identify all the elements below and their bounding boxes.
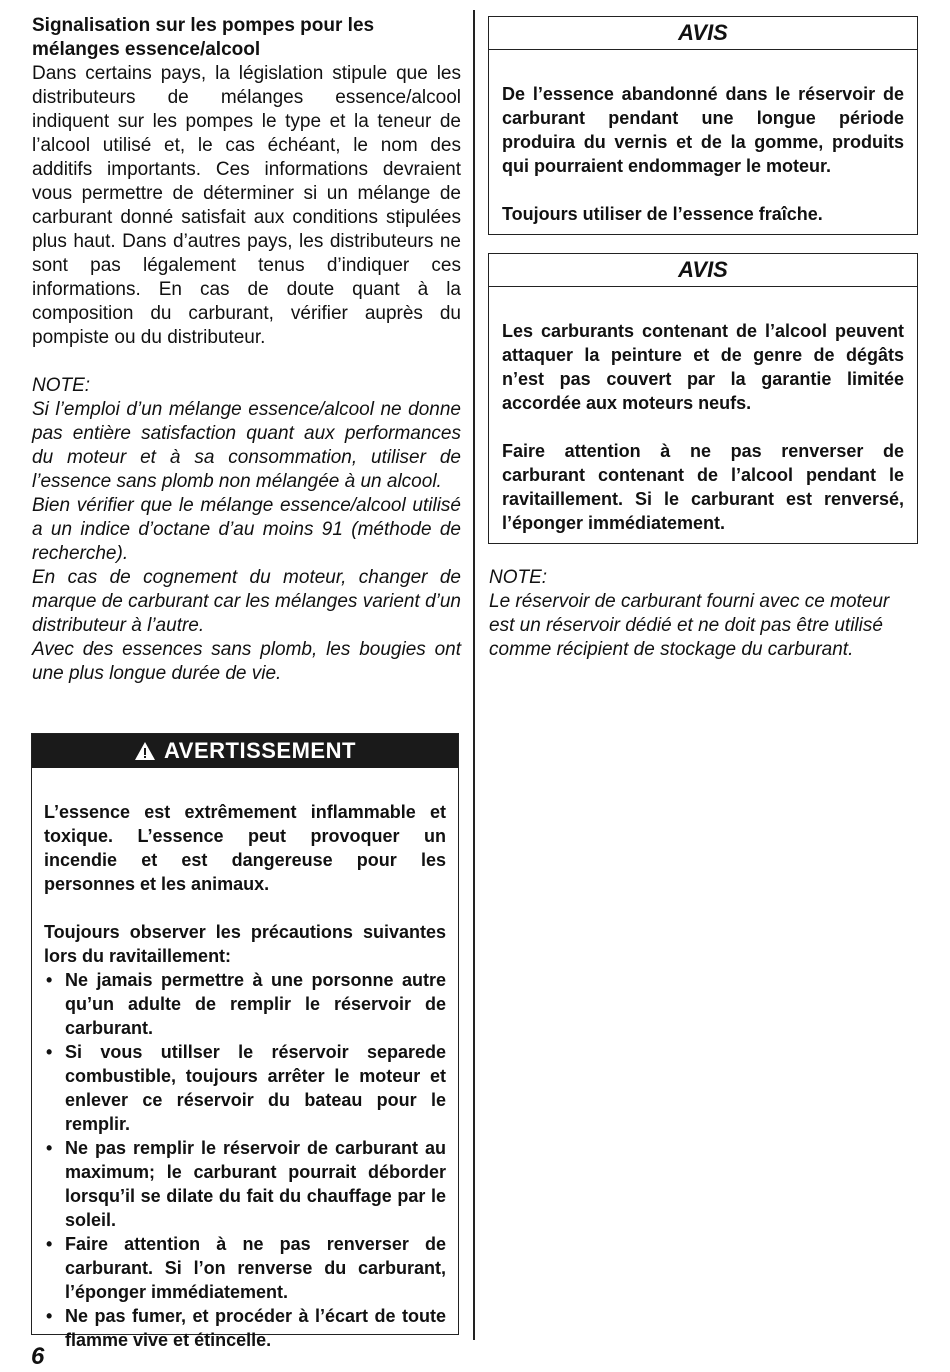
column-divider bbox=[473, 10, 475, 1340]
list-item: • Si vous utillser le réservoir separede combustible, toujours arrêter le moteur et enlever ce réservoir du bateau pour le remplir. bbox=[44, 1040, 446, 1136]
list-item: • Ne pas remplir le réservoir de carburant au maximum; le carburant pourrait déborder lorsqu’il se dilate du fait du chauffage par le soleil. bbox=[44, 1136, 446, 1232]
note-line: En cas de cognement du moteur, changer de marque de carburant car les mélanges varient d’un distributeur à l’autre. bbox=[32, 567, 461, 636]
notice-box bbox=[488, 253, 918, 544]
section-heading: Signalisation sur les pompes pour les mélanges essence/alcool bbox=[32, 15, 375, 60]
notice-paragraph: Faire attention à ne pas renverser de carburant contenant de l’alcool pendant le ravitaillement. Si le carburant est renversé, l’éponger immédiatement. bbox=[502, 441, 904, 533]
list-item: • Ne jamais permettre à une porsonne autre qu’un adulte de remplir le réservoir de carburant. bbox=[44, 968, 446, 1040]
notice-title: AVIS bbox=[489, 17, 917, 50]
section-paragraph: Dans certains pays, la législation stipule que les distributeurs de mélanges essence/alcool indiquent sur les pompes le type et la teneur de l’alcool utilisé et, le cas échéant, le nom des additifs importants. Ces informations devraient vous permettre de déterminer si un mélange de carburant donné satisfait aux conditions stipulées plus haut. Dans d’autres pays, les distributeurs ne sont pas légalement tenus d’indiquer ces informations. En cas de doute quant à la composition du carburant, vérifier auprès du pompiste ou du distributeur. bbox=[32, 63, 461, 348]
note-label: NOTE: bbox=[32, 375, 91, 396]
warning-list bbox=[44, 968, 446, 1352]
notice-body bbox=[489, 50, 917, 236]
page-number: 6 bbox=[31, 1343, 45, 1370]
notice-body bbox=[489, 287, 917, 545]
note-line: Avec des essences sans plomb, les bougies ont une plus longue durée de vie. bbox=[32, 639, 461, 684]
note-text: Le réservoir de carburant fourni avec ce moteur est un réservoir dédié et ne doit pas être utilisé comme récipient de stockage du carburant. bbox=[489, 591, 890, 660]
note-line: Si l’emploi d’un mélange essence/alcool ne donne pas entière satisfaction quant aux performances du moteur et à sa consommation, utiliser de l’essence sans plomb non mélangée à un alcool. bbox=[32, 399, 461, 492]
notice-paragraph: De l’essence abandonné dans le réservoir de carburant pendant une longue période produira du vernis et de la gomme, produits qui pourraient endommager le moteur. bbox=[502, 84, 904, 176]
notice-paragraph: Toujours utiliser de l’essence fraîche. bbox=[502, 204, 823, 224]
note-label: NOTE: bbox=[489, 567, 548, 588]
warning-title: AVERTISSEMENT bbox=[164, 738, 356, 763]
notice-title: AVIS bbox=[489, 254, 917, 287]
list-item: • Ne pas fumer, et procéder à l’écart de toute flamme vive et étincelle. bbox=[44, 1304, 446, 1352]
warning-triangle-icon bbox=[134, 741, 156, 761]
warning-paragraph: L’essence est extrêmement inflammable et toxique. L’essence peut provoquer un incendie et est dangereuse pour les personnes et les animaux. bbox=[44, 802, 446, 894]
notice-paragraph: Les carburants contenant de l’alcool peuvent attaquer la peinture et de genre de dégâts n’est pas couvert par la garantie limitée accordée aux moteurs neufs. bbox=[502, 321, 904, 413]
warning-body bbox=[32, 768, 458, 1352]
warning-paragraph: Toujours observer les précautions suivantes lors du ravitaillement: bbox=[44, 922, 446, 966]
notice-box bbox=[488, 16, 918, 235]
left-column bbox=[32, 14, 461, 686]
note-block bbox=[32, 374, 461, 686]
list-item: • Faire attention à ne pas renverser de carburant. Si l’on renverse du carburant, l’éponger immédiatement. bbox=[44, 1232, 446, 1304]
note-line: Bien vérifier que le mélange essence/alcool utilisé a un indice d’octane d’au moins 91 (méthode de recherche). bbox=[32, 495, 461, 564]
right-note bbox=[489, 566, 919, 662]
warning-header bbox=[32, 734, 458, 768]
warning-box bbox=[31, 733, 459, 1350]
